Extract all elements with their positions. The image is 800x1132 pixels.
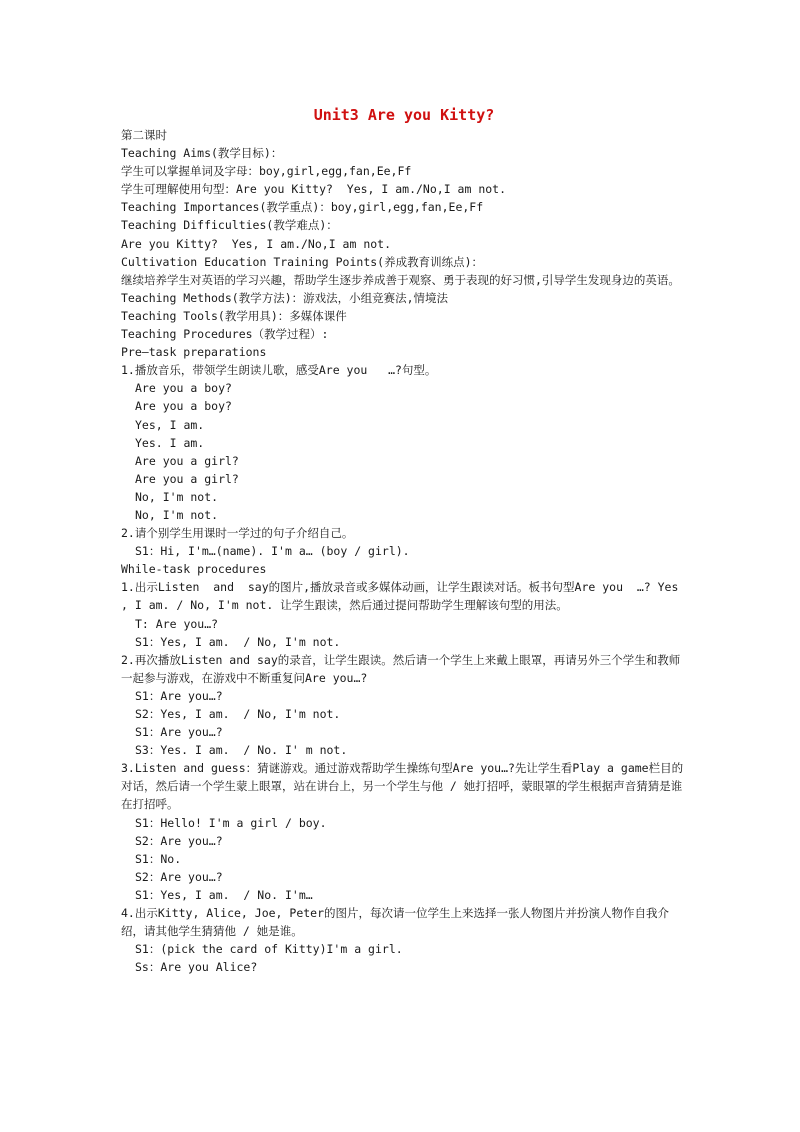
- dialogue-line: No, I'm not.: [135, 489, 219, 504]
- text-line: 继续培养学生对英语的学习兴趣，帮助学生逐步养成善于观察、勇于表现的好习惯,引导学生发现身边的英语。: [121, 272, 680, 287]
- dialogue-line: Yes. I am.: [135, 435, 205, 450]
- text-line: 2.再次播放Listen and say的录音，让学生跟读。然后请一个学生上来戴上眼罩，再请另外三个学生和教师一起参与游戏，在游戏中不断重复问Are you…?: [121, 652, 681, 685]
- dialogue-line: T: Are you…?: [135, 616, 219, 631]
- dialogue-line: S2：Are you…?: [135, 869, 223, 884]
- dialogue-line: S1：Yes, I am. / No. I'm…: [135, 887, 313, 902]
- text-line: 3.Listen and guess：猜谜游戏。通过游戏帮助学生操练句型Are you…?先让学生看Play a game栏目的对话，然后请一个学生蒙上眼罩，站在讲台上，另一个学生与他 / 她打招呼，蒙眼罩的学生根据声音猜猜是谁在打招呼。: [121, 761, 684, 812]
- dialogue-line: S1：Yes, I am. / No, I'm not.: [135, 634, 341, 649]
- document-page: [121, 104, 687, 976]
- document-title: Unit3 Are you Kitty?: [313, 106, 495, 124]
- text-line: 1.出示Listen and say的图片,播放录音或多媒体动画，让学生跟读对话。板书句型Are you …? Yes , I am. / No, I'm not. 让学生跟读，然后通过提问帮助学生理解该句型的用法。: [121, 580, 686, 613]
- dialogue-line: S3：Yes. I am. / No. I' m not.: [135, 743, 348, 758]
- text-line: Pre—task preparations: [121, 345, 267, 360]
- dialogue-line: Are you a girl?: [135, 453, 239, 468]
- dialogue-line: S1：Hi, I'm…(name). I'm a… (boy / girl).: [135, 544, 410, 559]
- dialogue-line: Are you a boy?: [135, 399, 232, 414]
- dialogue-line: S1：(pick the card of Kitty)I'm a girl.: [135, 942, 403, 957]
- text-line: Teaching Importances(教学重点)：boy,girl,egg,fan,Ee,Ff: [121, 200, 484, 215]
- text-line: 学生可以掌握单词及字母：boy,girl,egg,fan,Ee,Ff: [121, 164, 412, 179]
- text-line: 2.请个别学生用课时一学过的句子介绍自己。: [121, 526, 354, 541]
- text-line: Cultivation Education Training Points(养成教育训练点)：: [121, 254, 484, 269]
- dialogue-line: Ss：Are you Alice?: [135, 960, 258, 975]
- dialogue-line: Yes, I am.: [135, 417, 205, 432]
- dialogue-line: Are you a girl?: [135, 471, 239, 486]
- text-line: Teaching Tools(教学用具)：多媒体课件: [121, 308, 347, 323]
- text-line: 第二课时: [121, 128, 167, 142]
- text-line: 4.出示Kitty, Alice, Joe, Peter的图片，每次请一位学生上来选择一张人物图片并扮演人物作自我介绍，请其他学生猜猜他 / 她是谁。: [121, 906, 670, 939]
- text-line: Teaching Methods(教学方法)：游戏法，小组竞赛法,情境法: [121, 290, 449, 305]
- document-body: [121, 126, 687, 976]
- text-line: Teaching Procedures（教学过程）:: [121, 327, 329, 342]
- dialogue-line: S1：Hello! I'm a girl / boy.: [135, 815, 327, 830]
- dialogue-line: S2：Yes, I am. / No, I'm not.: [135, 707, 341, 721]
- dialogue-line: S1：No.: [135, 851, 182, 866]
- dialogue-line: S1：Are you…?: [135, 725, 223, 740]
- text-line: While-task procedures: [121, 562, 267, 577]
- dialogue-line: No, I'm not.: [135, 507, 219, 522]
- text-line: 1.播放音乐，带领学生朗读儿歌，感受Are you …?句型。: [121, 363, 437, 378]
- dialogue-line: S2：Are you…?: [135, 833, 223, 848]
- text-line: Teaching Difficulties(教学难点)：: [121, 218, 338, 233]
- text-line: 学生可理解使用句型：Are you Kitty? Yes, I am./No,I am not.: [121, 182, 507, 197]
- dialogue-line: S1：Are you…?: [135, 688, 223, 703]
- text-line: Are you Kitty? Yes, I am./No,I am not.: [121, 236, 392, 251]
- dialogue-line: Are you a boy?: [135, 381, 232, 396]
- text-line: Teaching Aims(教学目标)：: [121, 146, 283, 161]
